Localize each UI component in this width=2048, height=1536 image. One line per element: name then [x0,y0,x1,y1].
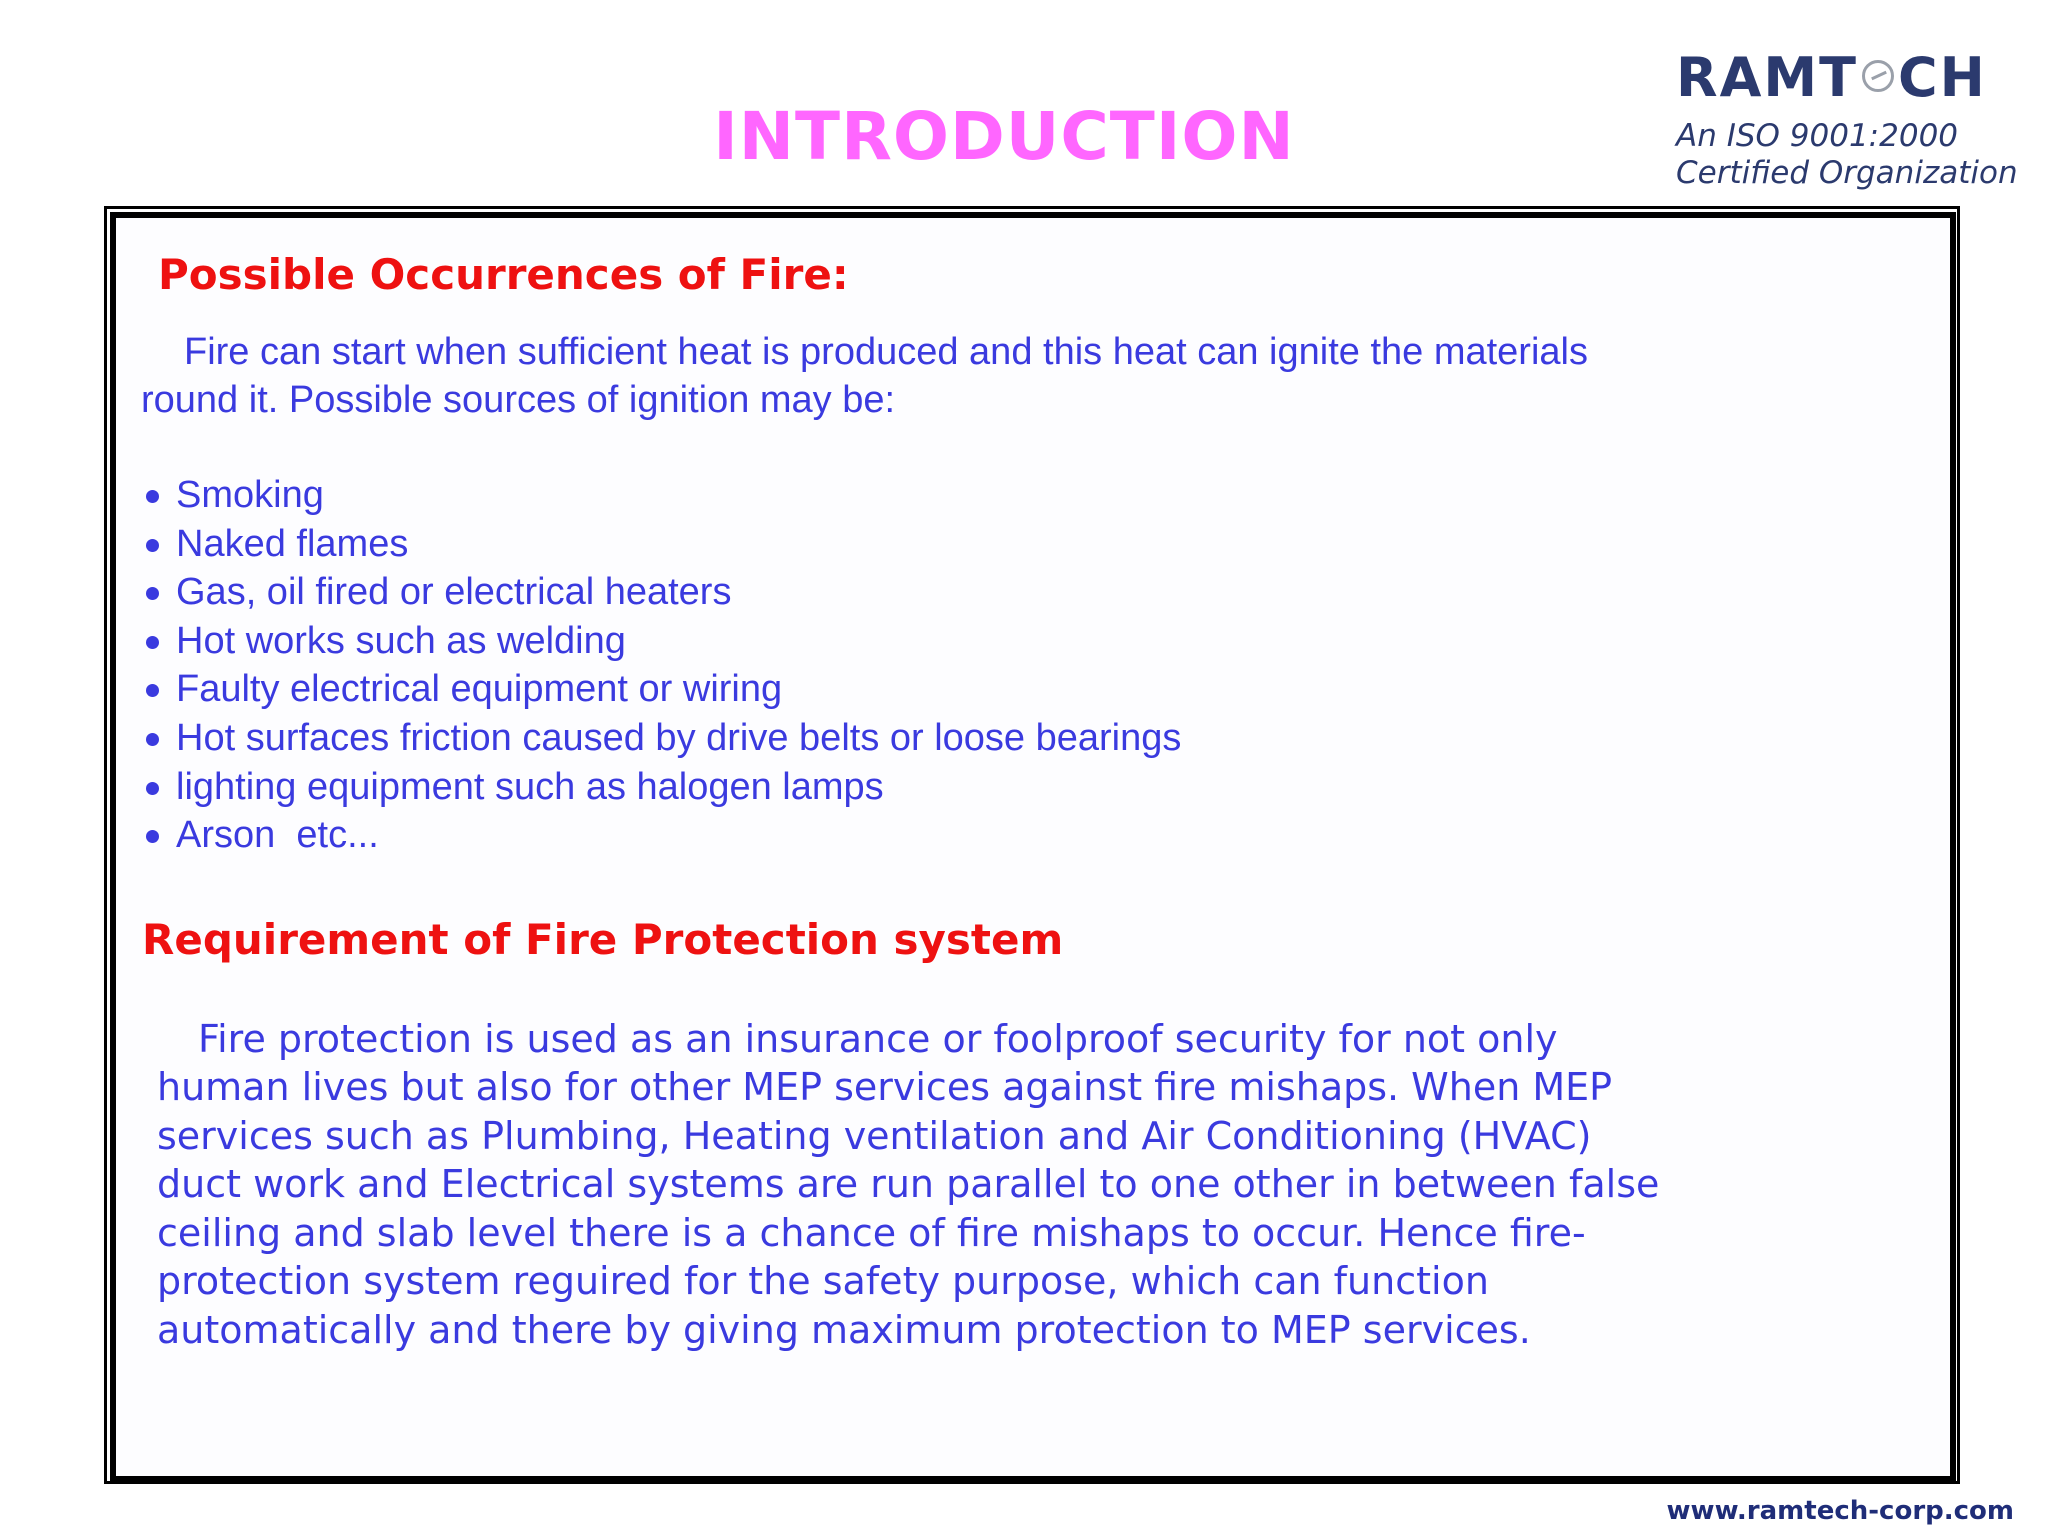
logo-text-left: RAMT [1676,46,1858,109]
section1-intro-line2: round it. Possible sources of ignition may be: [141,379,896,421]
section2-line: Fire protection is used as an insurance or foolproof security for not only [198,1017,1558,1061]
ignition-sources-list [144,471,1181,860]
list-item: Gas, oil fired or electrical heaters [144,568,1181,617]
logo-text-right: CH [1897,46,1987,109]
footer-url[interactable]: www.ramtech-corp.com [1666,1496,2014,1526]
list-item: lighting equipment such as halogen lamps [144,763,1181,812]
list-item: Smoking [144,471,1181,520]
list-item: Arson etc... [144,811,1181,860]
list-item: Faulty electrical equipment or wiring [144,665,1181,714]
list-item: Hot works such as welding [144,617,1181,666]
section2-line: human lives but also for other MEP services against fire mishaps. When MEP [157,1065,1613,1109]
section2-line: ceiling and slab level there is a chance of fire mishaps to occur. Hence fire- [157,1211,1586,1255]
list-item: Hot surfaces friction caused by drive belts or loose bearings [144,714,1181,763]
section2-heading: Requirement of Fire Protection system [142,915,1064,964]
section1-heading: Possible Occurrences of Fire: [158,250,849,299]
logo-e-icon [1862,60,1894,92]
iso-certification [1676,118,2018,192]
section1-intro-line1: Fire can start when sufficient heat is produced and this heat can ignite the materials [184,331,1588,373]
section2-line: automatically and there by giving maximum protection to MEP services. [157,1308,1531,1352]
ramtech-logo [1676,46,1987,109]
section2-line: protection system reguired for the safety purpose, which can function [157,1259,1489,1303]
iso-line-1: An ISO 9001:2000 [1676,118,1959,154]
iso-line-2: Certified Organization [1676,155,2018,191]
section2-line: services such as Plumbing, Heating ventilation and Air Conditioning (HVAC) [157,1114,1592,1158]
page-title: INTRODUCTION [713,98,1295,175]
section2-line: duct work and Electrical systems are run parallel to one other in between false [157,1162,1660,1206]
list-item: Naked flames [144,520,1181,569]
